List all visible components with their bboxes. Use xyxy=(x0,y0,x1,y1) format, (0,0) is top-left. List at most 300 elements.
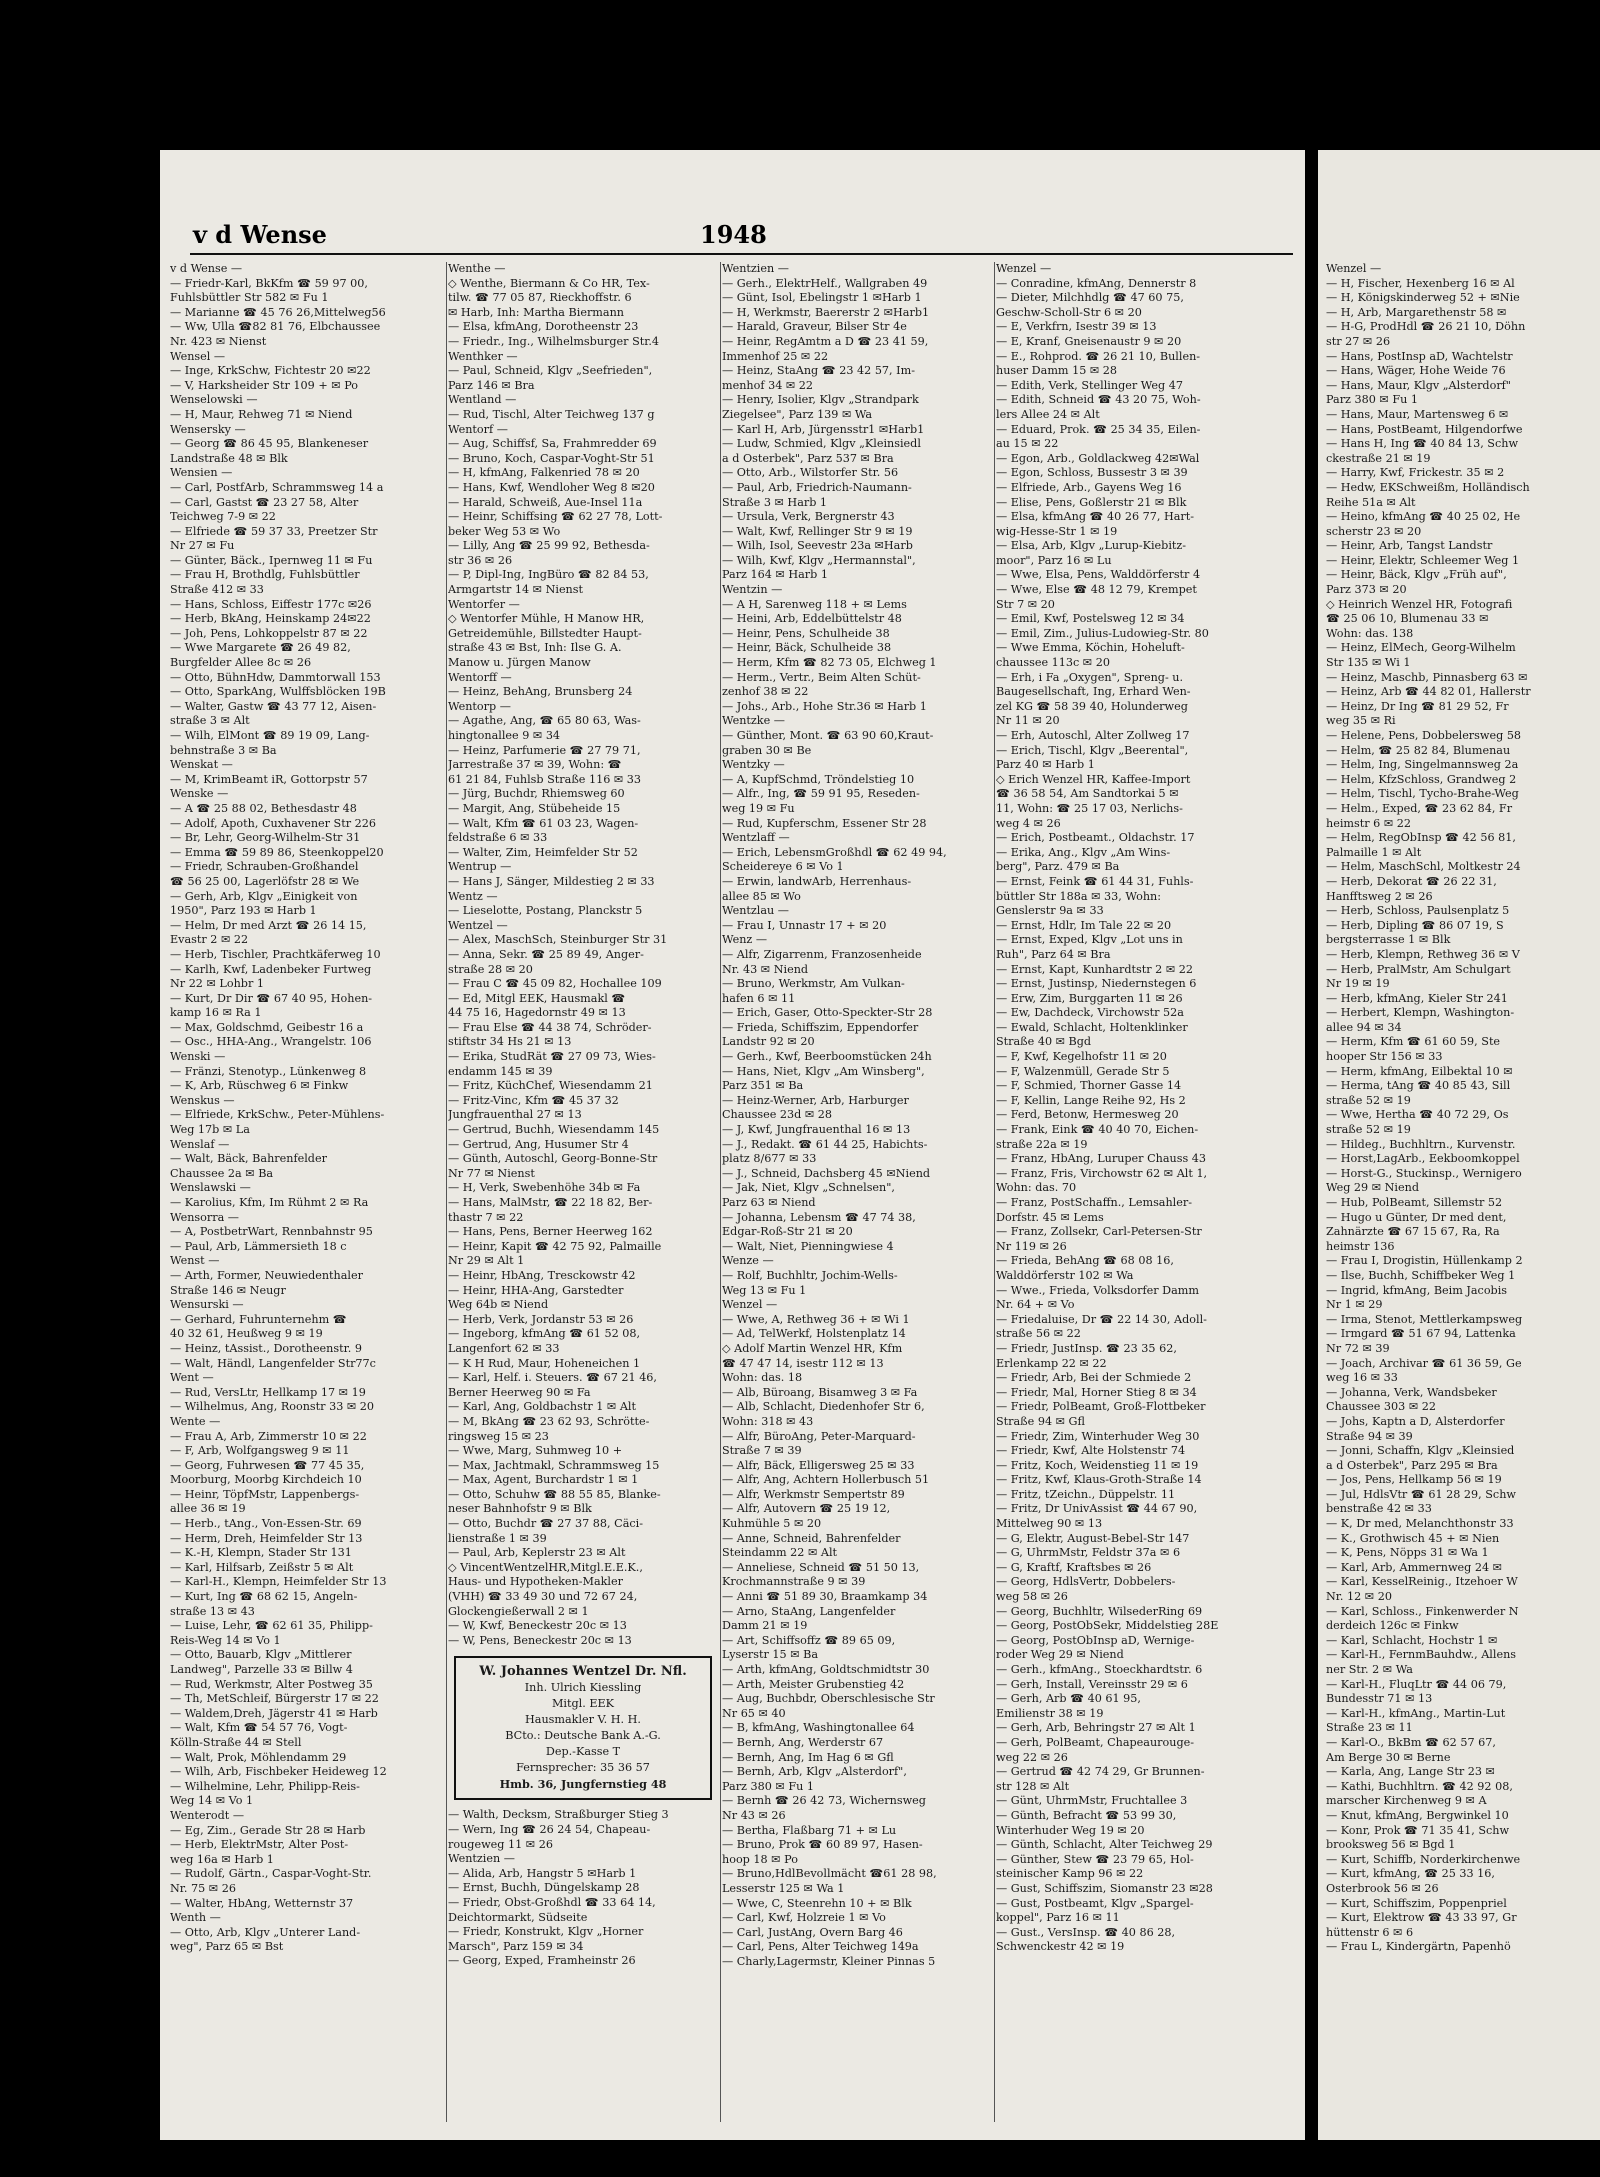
directory-entry: thastr 7 ✉ 22 xyxy=(448,1210,524,1224)
directory-entry: Genslerstr 9a ✉ 33 xyxy=(996,904,1104,918)
directory-entry: weg 35 ✉ Ri xyxy=(1326,714,1396,728)
directory-entry: hingtonallee 9 ✉ 34 xyxy=(448,729,561,742)
directory-entry: — H, Königskinderweg 52 + ✉Nie xyxy=(1326,291,1520,305)
directory-entry: Wentorf — xyxy=(448,422,508,436)
directory-entry: Wenslaf — xyxy=(170,1137,230,1151)
directory-entry: — Hans, Schloss, Eiffestr 177c ✉26 xyxy=(170,597,372,611)
directory-entry: — Hildeg., Buchhltrn., Kurvenstr. xyxy=(1326,1137,1516,1151)
directory-entry: — Herm, Dreh, Heimfelder Str 13 xyxy=(170,1531,363,1545)
directory-entry: Nr. 43 ✉ Niend xyxy=(722,962,809,976)
directory-entry: weg 19 ✉ Fu xyxy=(722,801,795,815)
directory-entry: — Fritz, Koch, Weidenstieg 11 ✉ 19 xyxy=(996,1458,1199,1472)
directory-entry: — Jürg, Buchdr, Rhiemsweg 60 xyxy=(448,787,625,801)
directory-entry: berg", Parz. 479 ✉ Ba xyxy=(996,860,1120,874)
directory-entry: ckestraße 21 ✉ 19 xyxy=(1326,451,1431,465)
directory-entry: — Karl, Hilfsarb, Zeißstr 5 ✉ Alt xyxy=(170,1560,354,1574)
directory-entry: — Bruno, Werkmstr, Am Vulkan- xyxy=(722,977,905,991)
directory-entry: — Anne, Schneid, Bahrenfelder xyxy=(722,1531,901,1545)
directory-entry: — Friedr, Konstrukt, Klgv „Horner xyxy=(448,1925,644,1939)
directory-entry: feldstraße 6 ✉ 33 xyxy=(448,831,548,845)
directory-entry: — A H, Sarenweg 118 + ✉ Lems xyxy=(722,597,907,611)
directory-entry: — Ad, TelWerkf, Holstenplatz 14 xyxy=(722,1327,906,1341)
directory-entry: Wenz — xyxy=(722,933,768,947)
directory-entry: Wenzel — xyxy=(722,1298,778,1312)
directory-entry: ◇ Heinrich Wenzel HR, Fotografi xyxy=(1326,597,1513,611)
directory-entry: — F, Kwf, Kegelhofstr 11 ✉ 20 xyxy=(996,1050,1167,1064)
directory-entry: — Karla, Ang, Lange Str 23 ✉ xyxy=(1326,1765,1495,1779)
directory-entry: — Alfr, BüroAng, Peter-Marquard- xyxy=(722,1429,916,1443)
directory-entry: Hanfftsweg 2 ✉ 26 xyxy=(1326,889,1433,903)
directory-entry: — Ernst, Kapt, Kunhardtstr 2 ✉ 22 xyxy=(996,962,1193,976)
directory-entry: Wentzin — xyxy=(722,583,783,597)
directory-entry: Wenske — xyxy=(170,787,229,801)
directory-entry: — Joach, Archivar ☎ 61 36 59, Ge xyxy=(1326,1356,1522,1370)
directory-entry: — Ursula, Verk, Bergnerstr 43 xyxy=(722,510,895,524)
directory-entry: — Aug, Schiffsf, Sa, Frahmredder 69 xyxy=(448,437,657,451)
directory-entry: weg 22 ✉ 26 xyxy=(996,1750,1068,1764)
directory-entry: — F, Arb, Wolfgangsweg 9 ✉ 11 xyxy=(170,1444,350,1458)
ad-line: Dep.-Kasse T xyxy=(545,1745,621,1759)
directory-entry: — Franz, PostSchaffn., Lemsahler- xyxy=(996,1196,1193,1209)
directory-entry: — Franz, Zollsekr, Carl-Petersen-Str xyxy=(996,1225,1202,1239)
directory-entry: — Otto, Bauarb, Klgv „Mittlerer xyxy=(170,1648,352,1662)
directory-entry: — Arth, kfmAng, Goldtschmidtstr 30 xyxy=(722,1663,930,1676)
directory-entry: — Elfriede, Arb., Gayens Weg 16 xyxy=(996,480,1182,494)
directory-entry: — Frau Else ☎ 44 38 74, Schröder- xyxy=(448,1020,652,1034)
directory-entry: — Adolf, Apoth, Cuxhavener Str 226 xyxy=(170,816,376,830)
directory-entry: koppel", Parz 16 ✉ 11 xyxy=(996,1911,1120,1925)
directory-entry: — Heinr, Bäck, Schulheide 38 xyxy=(722,641,892,655)
directory-entry: — Rud, VersLtr, Hellkamp 17 ✉ 19 xyxy=(170,1385,366,1399)
directory-entry: — Elfriede, KrkSchw., Peter-Mühlens- xyxy=(170,1108,385,1122)
directory-entry: — J., Schneid, Dachsberg 45 ✉Niend xyxy=(722,1166,931,1180)
directory-entry: Nr 19 ✉ 19 xyxy=(1326,977,1390,991)
directory-entry: — Jak, Niet, Klgv „Schnelsen", xyxy=(722,1181,895,1195)
directory-entry: — Erich, Gaser, Otto-Speckter-Str 28 xyxy=(722,1006,933,1020)
directory-entry: Nr 43 ✉ 26 xyxy=(722,1808,786,1822)
directory-entry: — Walter, Gastw ☎ 43 77 12, Aisen- xyxy=(170,699,377,713)
directory-entry: Wentorff — xyxy=(448,670,512,684)
directory-entry: Wentz — xyxy=(448,889,498,903)
directory-entry: — Hans, Pens, Berner Heerweg 162 xyxy=(448,1225,653,1239)
directory-entry: Moorburg, Moorbg Kirchdeich 10 xyxy=(170,1473,362,1487)
directory-entry: — Alb, Büroang, Bisamweg 3 ✉ Fa xyxy=(722,1385,918,1399)
directory-entry: — Br, Lehr, Georg-Wilhelm-Str 31 xyxy=(170,831,361,845)
directory-entry: — Conradine, kfmAng, Dennerstr 8 xyxy=(996,276,1197,290)
directory-entry: straße 43 ✉ Bst, Inh: Ilse G. A. xyxy=(448,641,622,655)
directory-entry: — Fritz, Kwf, Klaus-Groth-Straße 14 xyxy=(996,1473,1202,1487)
directory-entry: Straße 23 ✉ 11 xyxy=(1326,1721,1413,1735)
directory-entry: — Karl-H., Klempn, Heimfelder Str 13 xyxy=(170,1575,387,1589)
directory-entry: allee 94 ✉ 34 xyxy=(1326,1020,1402,1034)
directory-entry: Burgfelder Allee 8c ✉ 26 xyxy=(170,656,312,670)
directory-entry: — Walt, Kfm ☎ 61 03 23, Wagen- xyxy=(448,816,639,830)
right-page xyxy=(1318,150,1600,2140)
directory-entry: Wentorp — xyxy=(448,699,511,713)
directory-entry: — Herb, Dipling ☎ 86 07 19, S xyxy=(1326,918,1504,932)
directory-entry: Parz 40 ✉ Harb 1 xyxy=(996,758,1095,772)
directory-entry: hüttenstr 6 ✉ 6 xyxy=(1326,1925,1414,1939)
directory-entry: — Osc., HHA-Ang., Wrangelstr. 106 xyxy=(170,1035,372,1049)
directory-entry: — Paul, Schneid, Klgv „Seefrieden", xyxy=(448,364,653,378)
directory-entry: — Frau H, Brothdlg, Fuhlsbüttler xyxy=(170,568,360,582)
directory-entry: — Helm, Dr med Arzt ☎ 26 14 15, xyxy=(170,918,367,932)
directory-entry: — Knut, kfmAng, Bergwinkel 10 xyxy=(1326,1808,1509,1822)
directory-entry: — E, Verkfrn, Isestr 39 ✉ 13 xyxy=(996,320,1157,334)
directory-entry: rougeweg 11 ✉ 26 xyxy=(448,1837,553,1851)
directory-entry: — Friedr-Karl, BkKfm ☎ 59 97 00, xyxy=(170,276,368,290)
directory-entry: — Emil, Zim., Julius-Ludowieg-Str. 80 xyxy=(996,626,1209,640)
directory-entry: — Hans H, Ing ☎ 40 84 13, Schw xyxy=(1326,437,1519,451)
directory-entry: — H, Fischer, Hexenberg 16 ✉ Al xyxy=(1326,276,1515,290)
directory-entry: ☎ 36 58 54, Am Sandtorkai 5 ✉ xyxy=(996,787,1179,801)
directory-entry: Wenslawski — xyxy=(170,1181,251,1195)
directory-entry: — Wern, Ing ☎ 26 24 54, Chapeau- xyxy=(448,1823,651,1836)
directory-entry: a d Osterbek", Parz 537 ✉ Bra xyxy=(722,451,894,465)
directory-entry: v d Wense — xyxy=(170,262,243,275)
directory-entry: steinischer Kamp 96 ✉ 22 xyxy=(996,1867,1144,1881)
directory-entry: Evastr 2 ✉ 22 xyxy=(170,933,249,947)
directory-entry: — Hans J, Sänger, Mildestieg 2 ✉ 33 xyxy=(448,874,655,888)
directory-entry: Wenselowski — xyxy=(170,393,258,407)
directory-entry: — Rud, Kupferschm, Essener Str 28 xyxy=(722,816,927,830)
directory-entry: straße 28 ✉ 20 xyxy=(448,962,533,976)
directory-entry: — Konr, Prok ☎ 71 35 41, Schw xyxy=(1326,1823,1510,1837)
directory-entry: Armgartstr 14 ✉ Nienst xyxy=(448,583,584,597)
directory-entry: Edgar-Roß-Str 21 ✉ 20 xyxy=(722,1225,853,1239)
directory-entry: — Karl, Arb, Ammernweg 24 ✉ xyxy=(1326,1560,1503,1574)
directory-entry: — Gerh., kfmAng., Stoeckhardtstr. 6 xyxy=(996,1663,1203,1676)
directory-entry: — Edith, Verk, Stellinger Weg 47 xyxy=(996,378,1183,392)
directory-entry: — Frau L, Kindergärtn, Papenhö xyxy=(1326,1940,1511,1954)
directory-entry: straße 52 ✉ 19 xyxy=(1326,1093,1411,1107)
directory-entry: — Gerh, Install, Vereinsstr 29 ✉ 6 xyxy=(996,1677,1188,1691)
directory-entry: Weg 64b ✉ Niend xyxy=(448,1298,549,1312)
directory-entry: Weg 17b ✉ La xyxy=(170,1123,250,1137)
directory-entry: — Rolf, Buchhltr, Jochim-Wells- xyxy=(722,1268,898,1282)
directory-entry: — Wilh, Kwf, Klgv „Hermannstal", xyxy=(722,553,916,567)
directory-entry: ner Str. 2 ✉ Wa xyxy=(1326,1663,1413,1676)
directory-entry: Wenterodt — xyxy=(170,1808,245,1822)
directory-entry: ◇ VincentWentzelHR,Mitgl.E.E.K., xyxy=(448,1560,643,1574)
directory-entry: — Herm., Vertr., Beim Alten Schüt- xyxy=(722,670,921,684)
directory-entry: Wensel — xyxy=(170,349,226,363)
directory-entry: — Heini, Arb, Eddelbüttelstr 48 xyxy=(722,612,902,626)
directory-entry: Straße 412 ✉ 33 xyxy=(170,583,264,597)
directory-entry: ☎ 25 06 10, Blumenau 33 ✉ xyxy=(1326,612,1489,626)
directory-entry: — Erika, StudRät ☎ 27 09 73, Wies- xyxy=(448,1050,656,1064)
directory-entry: — Ingeborg, kfmAng ☎ 61 52 08, xyxy=(448,1327,641,1341)
directory-entry: Weg 13 ✉ Fu 1 xyxy=(722,1283,807,1297)
directory-entry: allee 85 ✉ Wo xyxy=(722,889,801,903)
directory-entry: — Frank, Eink ☎ 40 40 70, Eichen- xyxy=(996,1123,1199,1137)
directory-entry: — Gust, Postbeamt, Klgv „Spargel- xyxy=(996,1896,1194,1910)
directory-entry: — Erich, Postbeamt., Oldachstr. 17 xyxy=(996,831,1195,845)
directory-entry: Nr 27 ✉ Fu xyxy=(170,539,235,553)
directory-entry: — E, Kranf, Gneisenaustr 9 ✉ 20 xyxy=(996,334,1182,348)
directory-entry: ☎ 56 25 00, Lagerlöfstr 28 ✉ We xyxy=(170,874,360,888)
directory-entry: — Walter, HbAng, Wetternstr 37 xyxy=(170,1896,354,1910)
directory-entry: — Ferd, Betonw, Hermesweg 20 xyxy=(996,1108,1179,1122)
directory-entry: Berner Heerweg 90 ✉ Fa xyxy=(448,1385,591,1399)
directory-entry: — G, Elektr, August-Bebel-Str 147 xyxy=(996,1531,1190,1545)
directory-entry: — Friedr, PolBeamt, Groß-Flottbeker xyxy=(996,1400,1206,1414)
directory-entry: — Ingrid, kfmAng, Beim Jacobis xyxy=(1326,1283,1508,1297)
directory-entry: Wohn: das. 138 xyxy=(1326,626,1414,640)
directory-entry: — Hans, Niet, Klgv „Am Winsberg", xyxy=(722,1064,925,1078)
directory-entry: — Wilhelmus, Ang, Roonstr 33 ✉ 20 xyxy=(170,1400,375,1414)
directory-entry: — Karl, Schlacht, Hochstr 1 ✉ xyxy=(1326,1633,1498,1647)
directory-entry: — Hans, MalMstr, ☎ 22 18 82, Ber- xyxy=(448,1196,653,1209)
directory-entry: Weg 14 ✉ Vo 1 xyxy=(170,1794,254,1808)
directory-entry: Kölln-Straße 44 ✉ Stell xyxy=(170,1735,302,1749)
directory-entry: — Karl, KesselReinig., Itzehoer W xyxy=(1326,1575,1518,1589)
directory-entry: — Alida, Arb, Hangstr 5 ✉Harb 1 xyxy=(448,1866,637,1880)
directory-entry: — Franz, Fris, Virchowstr 62 ✉ Alt 1, xyxy=(996,1166,1208,1180)
directory-entry: — Hans, PostBeamt, Hilgendorfwe xyxy=(1326,422,1523,436)
directory-entry: Went — xyxy=(170,1371,214,1385)
directory-entry: — Kurt, Elektrow ☎ 43 33 97, Gr xyxy=(1326,1911,1517,1925)
directory-entry: Krochmannstraße 9 ✉ 39 xyxy=(722,1575,866,1589)
directory-entry: — Alfr, Zigarrenm, Franzosenheide xyxy=(722,947,922,961)
directory-entry: — Karl, Schloss., Finkenwerder N xyxy=(1326,1604,1519,1618)
directory-entry: a d Osterbek", Parz 295 ✉ Bra xyxy=(1326,1458,1498,1472)
directory-entry: — Günth, Befracht ☎ 53 99 30, xyxy=(996,1808,1177,1822)
directory-entry: Weg 29 ✉ Niend xyxy=(1326,1181,1420,1195)
directory-entry: beker Weg 53 ✉ Wo xyxy=(448,524,561,538)
directory-entry: Parz 351 ✉ Ba xyxy=(722,1079,804,1093)
directory-entry: Nr 119 ✉ 26 xyxy=(996,1239,1067,1253)
directory-entry: — Horst-G., Stuckinsp., Wernigero xyxy=(1326,1166,1522,1180)
directory-entry: Jarrestraße 37 ✉ 39, Wohn: ☎ xyxy=(448,758,622,772)
directory-entry: — Erich, LebensmGroßhdl ☎ 62 49 94, xyxy=(722,845,947,859)
directory-entry: — Walt, Niet, Pienningwiese 4 xyxy=(722,1239,894,1253)
directory-entry: — Johs., Arb., Hohe Str.36 ✉ Harb 1 xyxy=(722,699,927,713)
directory-entry: (VHH) ☎ 33 49 30 und 72 67 24, xyxy=(448,1590,638,1604)
directory-entry: — Bertha, Flaßbarg 71 + ✉ Lu xyxy=(722,1823,897,1837)
directory-entry: straße 3 ✉ Alt xyxy=(170,714,250,728)
directory-entry: Reihe 51a ✉ Alt xyxy=(1326,495,1416,509)
directory-entry: — Günt, UhrmMstr, Fruchtallee 3 xyxy=(996,1794,1188,1808)
directory-entry: — Paul, Arb, Lämmersieth 18 c xyxy=(170,1239,347,1253)
column-divider xyxy=(720,262,721,2122)
directory-entry: — Heinr, Pens, Schulheide 38 xyxy=(722,626,890,640)
directory-entry: — H, kfmAng, Falkenried 78 ✉ 20 xyxy=(448,466,640,480)
directory-entry: — Herm, kfmAng, Eilbektal 10 ✉ xyxy=(1326,1064,1513,1078)
directory-entry: Getreidemühle, Billstedter Haupt- xyxy=(448,626,642,640)
directory-entry: — Heinr, TöpfMstr, Lappenbergs- xyxy=(170,1487,360,1501)
directory-entry: Landstr 92 ✉ 20 xyxy=(722,1035,815,1049)
directory-entry: — Helm, Tischl, Tycho-Brahe-Weg xyxy=(1326,787,1519,801)
directory-entry: weg", Parz 65 ✉ Bst xyxy=(170,1940,284,1954)
directory-entry: — Gerh., ElektrHelf., Wallgraben 49 xyxy=(722,276,928,290)
directory-entry: Wenzel — xyxy=(1326,262,1382,275)
ad-title: W. Johannes Wentzel Dr. Nfl. xyxy=(479,1664,687,1680)
directory-entry: — W, Pens, Beneckestr 20c ✉ 13 xyxy=(448,1633,632,1647)
directory-entry: Manow u. Jürgen Manow xyxy=(448,656,591,670)
directory-entry: — Otto, Buchdr ☎ 27 37 88, Cäci- xyxy=(448,1517,643,1531)
directory-entry: — Heinz, StaAng ☎ 23 42 57, Im- xyxy=(722,364,915,378)
directory-entry: — Heinz, ElMech, Georg-Wilhelm xyxy=(1326,641,1516,655)
directory-entry: hoop 18 ✉ Po xyxy=(722,1852,798,1866)
directory-entry: — Georg, Fuhrwesen ☎ 77 45 35, xyxy=(170,1458,365,1472)
directory-entry: — Gerh, PolBeamt, Chapeaurouge- xyxy=(996,1735,1195,1749)
directory-entry: — A ☎ 25 88 02, Bethesdastr 48 xyxy=(170,801,357,815)
directory-entry: — Helm, KfzSchloss, Grandweg 2 xyxy=(1326,772,1517,786)
directory-entry: weg 58 ✉ 26 xyxy=(996,1590,1068,1604)
directory-entry: weg 16 ✉ 33 xyxy=(1326,1371,1398,1385)
directory-entry: Chaussee 303 ✉ 22 xyxy=(1326,1400,1436,1414)
directory-entry: — P, Dipl-Ing, IngBüro ☎ 82 84 53, xyxy=(448,568,649,582)
directory-entry: benstraße 42 ✉ 33 xyxy=(1326,1502,1432,1516)
directory-entry: — Heinr, RegAmtm a D ☎ 23 41 59, xyxy=(722,334,929,348)
directory-entry: platz 8/677 ✉ 33 xyxy=(722,1152,817,1166)
directory-entry: — Heinr, Kapit ☎ 42 75 92, Palmaille xyxy=(448,1239,662,1253)
directory-entry: scherstr 23 ✉ 20 xyxy=(1326,524,1422,538)
right-page-column xyxy=(1326,262,1596,1955)
directory-entry: — M, KrimBeamt iR, Gottorpstr 57 xyxy=(170,772,368,786)
directory-entry: Palmaille 1 ✉ Alt xyxy=(1326,845,1422,859)
directory-entry: — Kurt, Dr Dir ☎ 67 40 95, Hohen- xyxy=(170,991,373,1005)
directory-entry: Winterhuder Weg 19 ✉ 20 xyxy=(996,1823,1145,1837)
directory-entry: — Edith, Schneid ☎ 43 20 75, Woh- xyxy=(996,393,1201,407)
directory-entry: — Alfr., Ing, ☎ 59 91 95, Reseden- xyxy=(722,787,920,801)
ad-line: Inh. Ulrich Kiessling xyxy=(524,1681,642,1695)
directory-entry: — Erich, Tischl, Klgv „Beerental", xyxy=(996,743,1189,757)
directory-entry: — Harald, Schweiß, Aue-Insel 11a xyxy=(448,495,643,509)
directory-entry: — Otto, SparkAng, Wulffsblöcken 19B xyxy=(170,685,386,699)
directory-entry: — Egon, Arb., Goldlackweg 42✉Wal xyxy=(996,451,1200,465)
directory-entry: straße 52 ✉ 19 xyxy=(1326,1123,1411,1137)
directory-entry: — G, Kraftf, Kraftsbes ✉ 26 xyxy=(996,1560,1152,1574)
directory-entry: — H, Verk, Swebenhöhe 34b ✉ Fa xyxy=(448,1181,641,1195)
directory-entry: Kuhmühle 5 ✉ 20 xyxy=(722,1517,822,1531)
directory-entry: Nr 29 ✉ Alt 1 xyxy=(448,1254,525,1268)
directory-entry: — Carl, JustAng, Overn Barg 46 xyxy=(722,1925,903,1939)
directory-entry: — E., Rohprod. ☎ 26 21 10, Bullen- xyxy=(996,349,1201,363)
directory-entry: Parz 373 ✉ 20 xyxy=(1326,583,1407,597)
directory-entry: Wenze — xyxy=(722,1254,774,1268)
directory-entry: Wente — xyxy=(170,1414,221,1428)
directory-entry: — Herma, tAng ☎ 40 85 43, Sill xyxy=(1326,1079,1511,1093)
directory-entry: endamm 145 ✉ 39 xyxy=(448,1064,553,1078)
directory-entry: zenhof 38 ✉ 22 xyxy=(722,685,809,699)
directory-entry: Deichtormarkt, Südseite xyxy=(448,1910,588,1924)
directory-entry: — Wwe, Else ☎ 48 12 79, Krempet xyxy=(996,583,1197,597)
directory-entry: Nr. 75 ✉ 26 xyxy=(170,1881,236,1895)
directory-entry: — Bruno,HdlBevollmächt ☎61 28 98, xyxy=(722,1867,937,1881)
directory-entry: — K, Arb, Rüschweg 6 ✉ Finkw xyxy=(170,1079,349,1093)
directory-entry: — Günth, Schlacht, Alter Teichweg 29 xyxy=(996,1838,1213,1852)
directory-entry: — Wwe, Hertha ☎ 40 72 29, Os xyxy=(1326,1108,1509,1122)
directory-entry: — Karl, Helf. i. Steuers. ☎ 67 21 46, xyxy=(448,1371,657,1385)
directory-entry: — Bernh, Ang, Werderstr 67 xyxy=(722,1735,884,1749)
directory-entry: — Kurt, Schiffb, Norderkirchenwe xyxy=(1326,1852,1521,1866)
directory-entry: Emilienstr 38 ✉ 19 xyxy=(996,1706,1104,1720)
directory-entry: Nr 1 ✉ 29 xyxy=(1326,1298,1383,1312)
directory-entry: — A, KupfSchmd, Tröndelstieg 10 xyxy=(722,772,915,786)
column-3 xyxy=(722,262,992,2122)
directory-entry: — Frieda, BehAng ☎ 68 08 16, xyxy=(996,1254,1174,1268)
directory-entry: — Friedr, Obst-Großhdl ☎ 33 64 14, xyxy=(448,1895,656,1909)
directory-entry: — Walter, Zim, Heimfelder Str 52 xyxy=(448,845,638,859)
directory-entry: — V, Harksheider Str 109 + ✉ Po xyxy=(170,378,359,392)
directory-entry: lienstraße 1 ✉ 39 xyxy=(448,1531,547,1545)
column-4 xyxy=(996,262,1296,2122)
directory-entry: ringsweg 15 ✉ 23 xyxy=(448,1429,549,1443)
directory-entry: — Herb, BkAng, Heinskamp 24✉22 xyxy=(170,612,371,626)
directory-entry: — Helm, RegObInsp ☎ 42 56 81, xyxy=(1326,831,1516,845)
directory-entry: — Karlh, Kwf, Ladenbeker Furtweg xyxy=(170,962,372,976)
directory-entry: Wensien — xyxy=(170,466,233,480)
directory-entry: Wentzien — xyxy=(448,1852,515,1866)
directory-entry: Baugesellschaft, Ing, Erhard Wen- xyxy=(996,685,1191,699)
directory-entry: — Wilh, ElMont ☎ 89 19 09, Lang- xyxy=(170,729,370,742)
directory-entry: Ziegelsee", Parz 139 ✉ Wa xyxy=(722,407,873,421)
directory-entry: Nr 72 ✉ 39 xyxy=(1326,1341,1390,1355)
directory-entry: — Art, Schiffsoffz ☎ 89 65 09, xyxy=(722,1633,896,1647)
directory-entry: Wentzky — xyxy=(722,758,785,772)
directory-entry: — Frau I, Drogistin, Hüllenkamp 2 xyxy=(1326,1254,1523,1268)
directory-entry: — F, Schmied, Thorner Gasse 14 xyxy=(996,1079,1182,1093)
directory-entry: — Carl, Gastst ☎ 23 27 58, Alter xyxy=(170,495,359,509)
directory-entry: — Johs, Kaptn a D, Alsterdorfer xyxy=(1326,1414,1505,1428)
directory-entry: Lesserstr 125 ✉ Wa 1 xyxy=(722,1881,845,1895)
ad-line: Fernsprecher: 35 36 57 xyxy=(516,1761,650,1775)
directory-entry: — Ernst, Exped, Klgv „Lot uns in xyxy=(996,933,1183,947)
directory-entry: Nr 22 ✉ Lohbr 1 xyxy=(170,977,264,991)
directory-entry: — Herb, Tischler, Prachtkäferweg 10 xyxy=(170,947,381,961)
directory-entry: — Karl H, Arb, Jürgensstr1 ✉Harb1 xyxy=(722,422,925,436)
directory-entry: — Kathi, Buchhltrn. ☎ 42 92 08, xyxy=(1326,1779,1513,1793)
directory-entry: — Elsa, Arb, Klgv „Lurup-Kiebitz- xyxy=(996,539,1187,553)
ad-footer: Hmb. 36, Jungfernstieg 48 xyxy=(499,1777,667,1792)
directory-entry: — Wwe, C, Steenrehn 10 + ✉ Blk xyxy=(722,1896,912,1910)
directory-entry: — Kurt, Schiffszim, Poppenpriel xyxy=(1326,1896,1507,1910)
directory-entry: — Heinr, Arb, Tangst Landstr xyxy=(1326,539,1493,553)
directory-entry: Parz 380 ✉ Fu 1 xyxy=(722,1779,814,1793)
directory-entry: str 36 ✉ 26 xyxy=(448,553,513,567)
directory-entry: Landstraße 48 ✉ Blk xyxy=(170,451,288,465)
directory-entry: — Heinr, Elektr, Schleemer Weg 1 xyxy=(1326,553,1520,567)
directory-entry: — Heinz, Maschb, Pinnasberg 63 ✉ xyxy=(1326,670,1528,684)
directory-entry: — Joh, Pens, Lohkoppelstr 87 ✉ 22 xyxy=(170,626,368,640)
directory-entry: — Heinr, Schiffsing ☎ 62 27 78, Lott- xyxy=(448,510,663,524)
directory-entry: Erlenkamp 22 ✉ 22 xyxy=(996,1356,1107,1370)
directory-entry: — J., Redakt. ☎ 61 44 25, Habichts- xyxy=(722,1137,928,1151)
directory-entry: — Helene, Pens, Dobbelersweg 58 xyxy=(1326,729,1522,742)
directory-entry: — Erika, Ang., Klgv „Am Wins- xyxy=(996,845,1171,859)
directory-entry: — Karl, Ang, Goldbachstr 1 ✉ Alt xyxy=(448,1400,636,1414)
directory-entry: weg 16a ✉ Harb 1 xyxy=(170,1852,274,1866)
directory-entry: — Kurt, Ing ☎ 68 62 15, Angeln- xyxy=(170,1590,358,1604)
directory-entry: — Helm., Exped, ☎ 23 62 84, Fr xyxy=(1326,801,1513,815)
directory-entry: Wenth — xyxy=(170,1911,221,1925)
directory-entry: straße 56 ✉ 22 xyxy=(996,1327,1081,1341)
directory-entry: — Herbert, Klempn, Washington- xyxy=(1326,1006,1515,1020)
directory-entry: — Fritz, Dr UnivAssist ☎ 44 67 90, xyxy=(996,1502,1198,1516)
directory-entry: — Karl-O., BkBm ☎ 62 57 67, xyxy=(1326,1735,1496,1749)
directory-entry: — Herb, Schloss, Paulsenplatz 5 xyxy=(1326,904,1510,918)
directory-entry: Am Berge 30 ✉ Berne xyxy=(1326,1750,1451,1764)
directory-entry: — K, Pens, Nöpps 31 ✉ Wa 1 xyxy=(1326,1546,1489,1560)
directory-entry: Straße 7 ✉ 39 xyxy=(722,1444,802,1458)
directory-entry: — Frieda, Schiffszim, Eppendorfer xyxy=(722,1020,919,1034)
directory-entry: — Heinr, HHA-Ang, Garstedter xyxy=(448,1283,624,1297)
directory-entry: — Anni ☎ 51 89 30, Braamkamp 34 xyxy=(722,1590,928,1604)
directory-entry: brooksweg 56 ✉ Bgd 1 xyxy=(1326,1838,1456,1852)
directory-entry: — Herb., tAng., Von-Essen-Str. 69 xyxy=(170,1517,362,1531)
